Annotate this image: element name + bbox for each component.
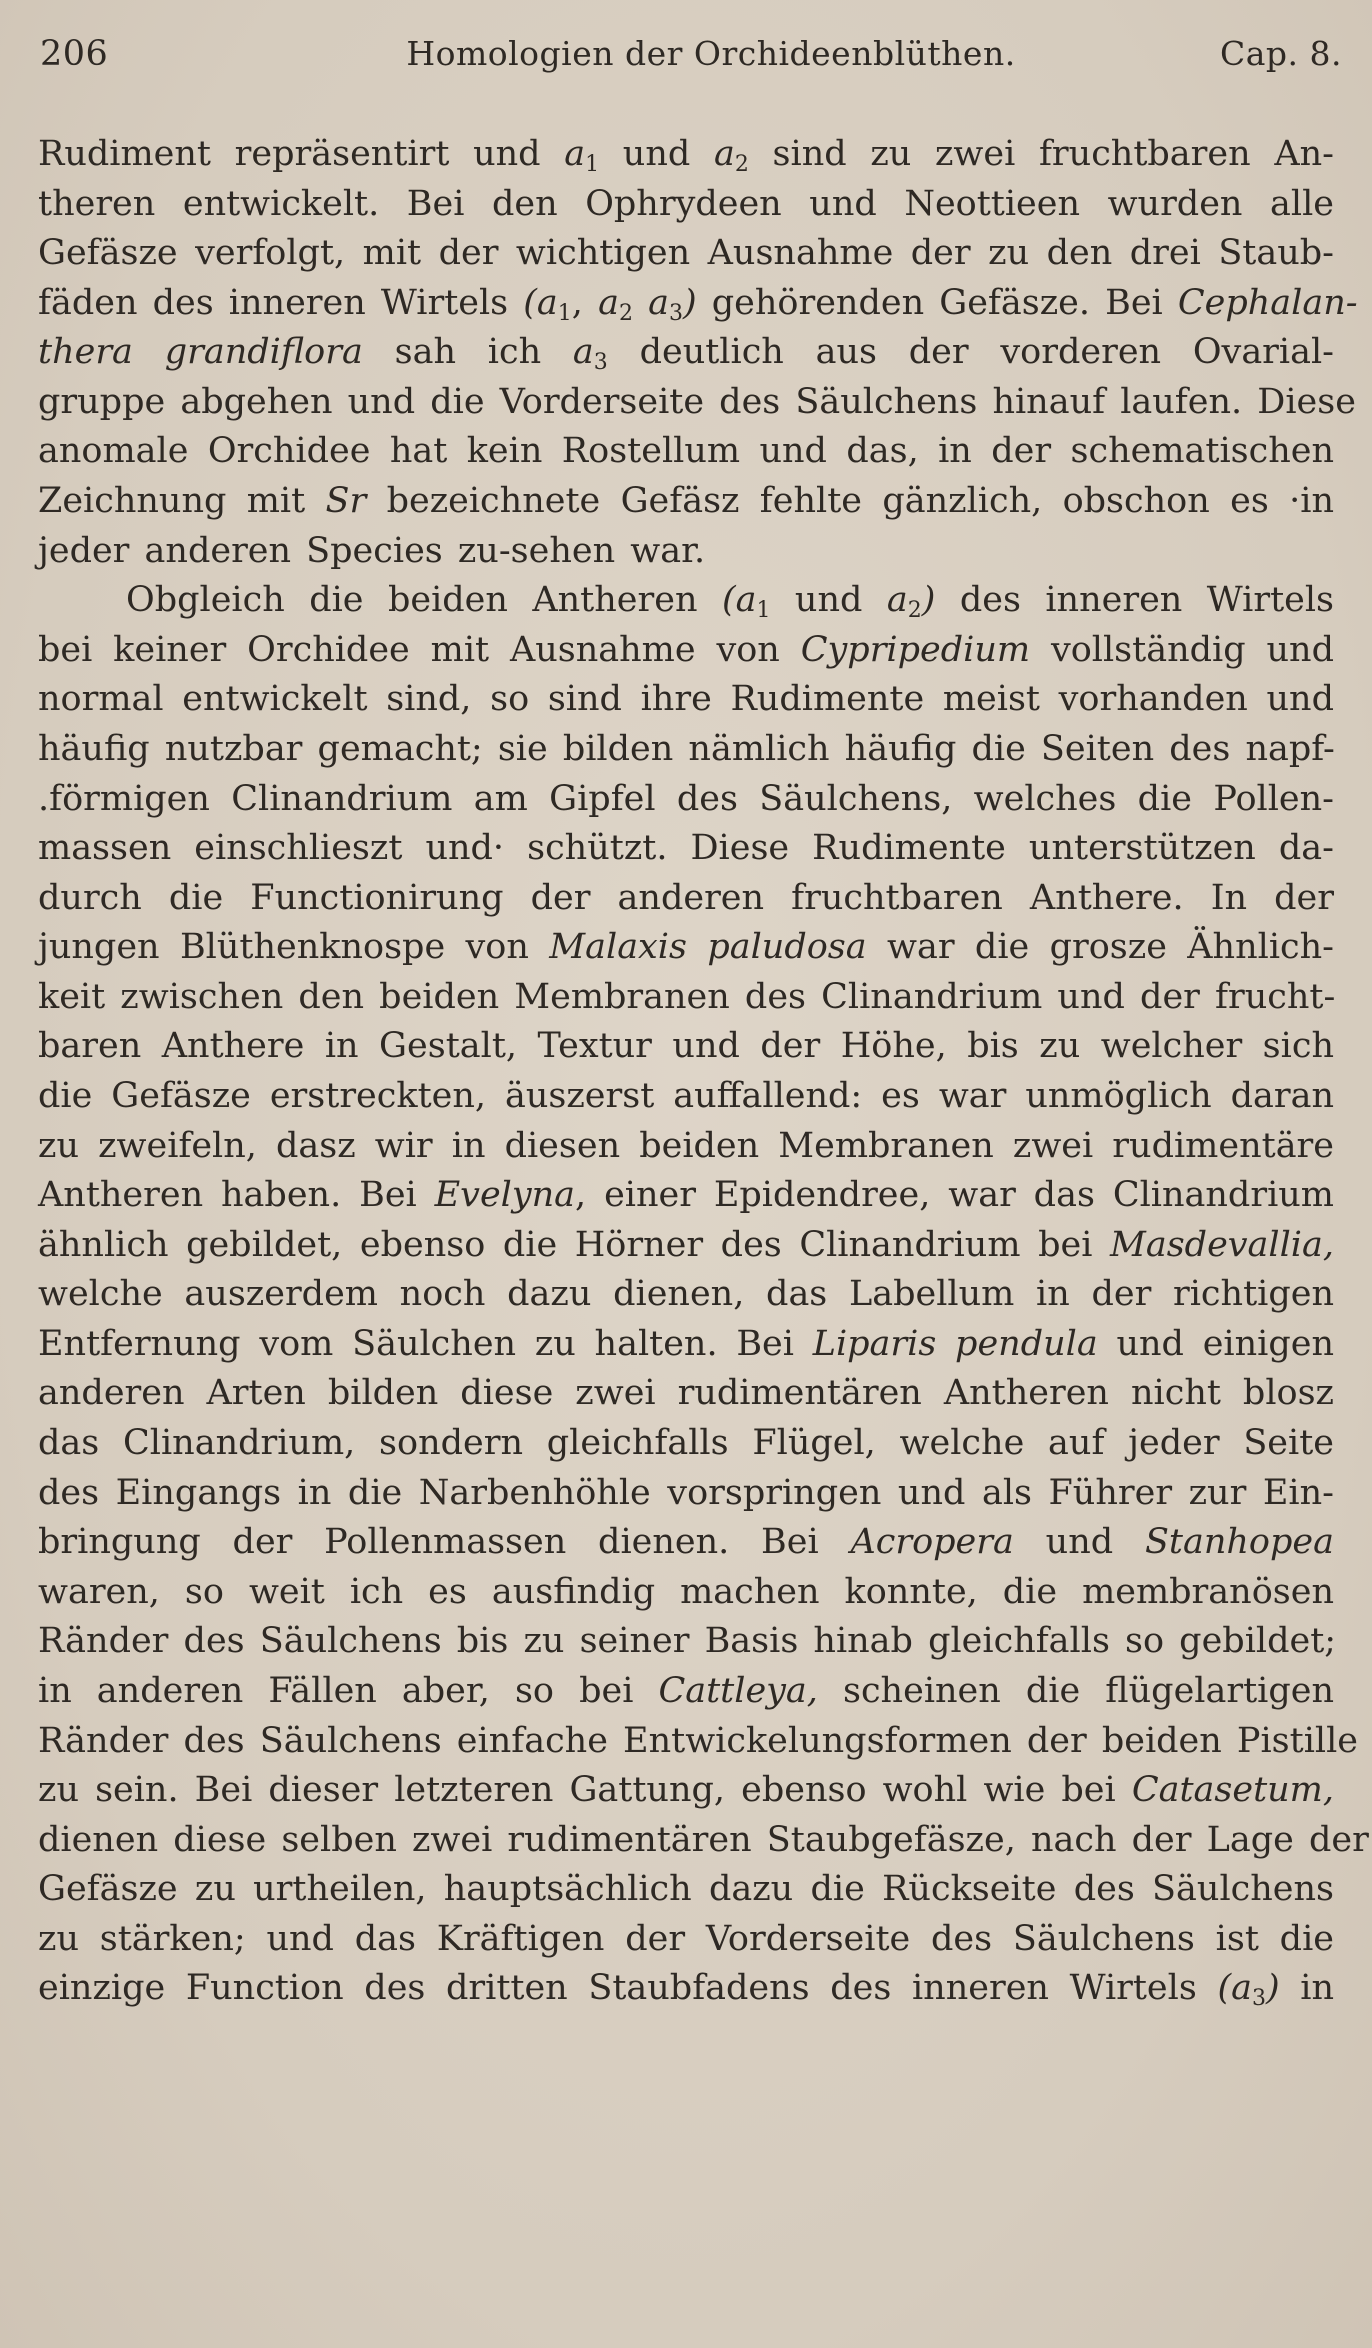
- italic-run: Acropera: [850, 1522, 1014, 1563]
- subscript: 1: [756, 598, 771, 624]
- text-run: dienen diese selben zwei rudimentären Staubgefäsze, nach der Lage der: [38, 1819, 1369, 1860]
- italic-run: thera grandiflora: [38, 332, 363, 373]
- text-run: zu stärken; und das Kräftigen der Vorderseite des Säulchens ist die: [38, 1918, 1334, 1959]
- text-line: [38, 775, 1334, 825]
- text-run: Gefäsze zu urtheilen, hauptsächlich dazu die Rückseite des Säulchens: [38, 1869, 1334, 1910]
- text-run: massen einschlieszt und· schützt. Diese Rudimente unterstützen da-: [38, 828, 1334, 869]
- text-run: vollständig und: [1030, 629, 1334, 670]
- text-run: und: [770, 580, 887, 621]
- running-header: [40, 34, 1342, 94]
- text-run: anomale Orchidee hat kein Rostellum und das, in der schematischen: [38, 431, 1334, 472]
- text-line: [38, 1617, 1337, 1667]
- text-run: und: [1013, 1522, 1145, 1563]
- text-run: und: [599, 134, 714, 174]
- text-line: [38, 675, 1334, 725]
- text-run: ,: [571, 282, 599, 323]
- text-run: .förmigen Clinandrium am Gipfel des Säulchens, welches die Pollen-: [38, 778, 1334, 819]
- text-line: [38, 576, 1334, 626]
- text-run: Antheren haben. Bei: [38, 1175, 435, 1216]
- text-line: [38, 1667, 1334, 1717]
- chapter-label: Cap. 8.: [1219, 34, 1342, 73]
- text-line: [38, 1419, 1334, 1469]
- text-run: in: [1279, 1968, 1334, 2009]
- text-run: Ränder des Säulchens einfache Entwickelungsformen der beiden Pistille: [38, 1720, 1358, 1761]
- text-run: gruppe abgehen und die Vorderseite des Säulchens hinauf laufen. Diese: [38, 381, 1356, 422]
- text-run: Obgleich die beiden Antheren: [126, 580, 722, 621]
- page-number: 206: [40, 34, 109, 74]
- text-run: [633, 283, 648, 323]
- text-run: jungen Blüthenknospe von: [38, 927, 550, 968]
- text-run: bei keiner Orchidee mit Ausnahme von: [38, 629, 801, 670]
- subscript: 1: [585, 152, 600, 177]
- italic-run: ): [682, 282, 697, 323]
- text-line: [38, 1022, 1334, 1072]
- italic-run: Cephalan-: [1177, 282, 1358, 323]
- text-run: und einigen: [1097, 1323, 1334, 1364]
- italic-run: Malaxis paludosa: [549, 927, 867, 968]
- text-line: [38, 1320, 1334, 1370]
- text-run: fäden des inneren Wirtels: [38, 282, 524, 323]
- text-line: [38, 1816, 1369, 1866]
- text-line: [38, 1915, 1334, 1965]
- text-line: [38, 427, 1334, 477]
- italic-run: a: [886, 580, 908, 621]
- text-line: [38, 130, 1334, 180]
- italic-run: Sr: [325, 481, 367, 522]
- text-line: [38, 973, 1334, 1023]
- text-line: [38, 1964, 1334, 2014]
- subscript: 2: [734, 152, 749, 177]
- subscript: 2: [907, 598, 922, 624]
- italic-run: Evelyna: [434, 1175, 576, 1216]
- text-run: anderen Arten bilden diese zwei rudimentären Antheren nicht blosz: [38, 1373, 1334, 1414]
- text-run: Ränder des Säulchens bis zu seiner Basis hinab gleichfalls so gebildet;: [38, 1621, 1337, 1662]
- text-run: häufig nutzbar gemacht; sie bilden nämlich häufig die Seiten des napf-: [38, 728, 1335, 769]
- text-run: einzige Function des dritten Staubfadens des inneren Wirtels: [38, 1968, 1218, 2009]
- text-line: [38, 378, 1356, 428]
- text-run: Gefäsze verfolgt, mit der wichtigen Ausnahme der zu den drei Staub-: [38, 233, 1334, 274]
- italic-run: Cypripedium: [800, 629, 1031, 670]
- text-run: die Gefäsze erstreckten, äuszerst auffallend: es war unmöglich daran: [38, 1075, 1334, 1116]
- text-line: [38, 1171, 1334, 1221]
- text-run: war die grosze Ähnlich-: [866, 927, 1334, 968]
- running-title: Homologien der Orchideenblüthen.: [406, 34, 1016, 73]
- body-text: [38, 130, 1369, 2014]
- text-line: [38, 180, 1334, 230]
- text-run: durch die Functionirung der anderen fruchtbaren Anthere. In der: [38, 877, 1334, 918]
- text-line: [38, 328, 1334, 378]
- text-run: gehörenden Gefäsze. Bei: [696, 282, 1178, 323]
- italic-run: Masdevallia,: [1110, 1224, 1334, 1265]
- text-line: [38, 279, 1358, 329]
- italic-run: a: [572, 332, 594, 373]
- subscript: 1: [557, 300, 572, 326]
- text-run: des inneren Wirtels: [935, 580, 1334, 621]
- text-run: bringung der Pollenmassen dienen. Bei: [38, 1522, 851, 1563]
- text-line: [38, 1717, 1358, 1767]
- text-run: des Eingangs in die Narbenhöhle vorspringen und als Führer zur Ein-: [38, 1472, 1334, 1513]
- text-run: normal entwickelt sind, so sind ihre Rudimente meist vorhanden und: [38, 679, 1334, 720]
- text-run: sind zu zwei fruchtbaren An-: [748, 134, 1334, 174]
- text-run: jeder anderen Species zu-sehen war.: [38, 530, 706, 571]
- text-run: waren, so weit ich es ausfindig machen konnte, die membranösen: [38, 1571, 1334, 1612]
- text-run: keit zwischen den beiden Membranen des Clinandrium und der frucht-: [38, 976, 1336, 1017]
- subscript: 3: [593, 350, 608, 376]
- text-line: [38, 229, 1334, 279]
- text-run: deutlich aus der vorderen Ovarial-: [607, 332, 1334, 373]
- text-line: [38, 527, 1334, 577]
- text-run: Zeichnung mit: [38, 481, 326, 522]
- subscript: 2: [618, 300, 633, 326]
- subscript: 3: [668, 300, 683, 326]
- italic-run: a: [598, 282, 619, 323]
- text-line: [38, 1469, 1334, 1519]
- text-run: zu zweifeln, dasz wir in diesen beiden Membranen zwei rudimentäre: [38, 1125, 1334, 1166]
- text-line: [38, 1518, 1334, 1568]
- italic-run: (a: [1217, 1968, 1252, 2009]
- text-line: [38, 923, 1334, 973]
- text-line: [38, 1072, 1334, 1122]
- text-line: [38, 1865, 1334, 1915]
- text-run: sah ich: [362, 332, 573, 373]
- text-run: das Clinandrium, sondern gleichfalls Flügel, welche auf jeder Seite: [38, 1423, 1334, 1464]
- text-line: [38, 824, 1334, 874]
- text-run: Entfernung vom Säulchen zu halten. Bei: [38, 1323, 813, 1364]
- text-run: baren Anthere in Gestalt, Textur und der Höhe, bis zu welcher sich: [38, 1026, 1334, 1067]
- text-run: scheinen die flügelartigen: [817, 1670, 1334, 1711]
- text-line: [38, 626, 1334, 676]
- text-line: [38, 477, 1334, 527]
- text-line: [38, 874, 1334, 924]
- text-line: [38, 1221, 1334, 1271]
- text-run: ähnlich gebildet, ebenso die Hörner des Clinandrium bei: [38, 1224, 1110, 1265]
- text-run: welche auszerdem noch dazu dienen, das Labellum in der richtigen: [38, 1274, 1334, 1315]
- italic-run: ): [921, 580, 936, 621]
- text-line: [38, 1270, 1334, 1320]
- text-line: [38, 1568, 1334, 1618]
- italic-run: a: [564, 134, 586, 174]
- italic-run: Catasetum,: [1131, 1770, 1334, 1811]
- text-run: Rudiment repräsentirt und: [38, 134, 565, 174]
- text-run: zu sein. Bei dieser letzteren Gattung, ebenso wohl wie bei: [38, 1770, 1132, 1811]
- text-line: [38, 725, 1334, 775]
- subscript: 3: [1251, 1986, 1266, 2012]
- italic-run: Cattleya,: [658, 1670, 818, 1711]
- italic-run: (a: [721, 580, 757, 621]
- text-run: bezeichnete Gefäsz fehlte gänzlich, obschon es ·in: [366, 481, 1334, 522]
- text-run: , einer Epidendree, war das Clinandrium: [575, 1175, 1334, 1216]
- text-line: [38, 1369, 1334, 1419]
- italic-run: Stanhopea: [1144, 1522, 1334, 1563]
- text-line: [38, 1122, 1334, 1172]
- italic-run: a: [713, 134, 735, 174]
- text-line: [38, 1766, 1334, 1816]
- italic-run: Liparis pendula: [812, 1323, 1098, 1364]
- text-run: theren entwickelt. Bei den Ophrydeen und Neottieen wurden alle: [38, 183, 1334, 224]
- italic-run: (a: [523, 282, 558, 323]
- italic-run: a: [648, 282, 669, 323]
- text-run: in anderen Fällen aber, so bei: [38, 1670, 659, 1711]
- italic-run: ): [1265, 1968, 1280, 2009]
